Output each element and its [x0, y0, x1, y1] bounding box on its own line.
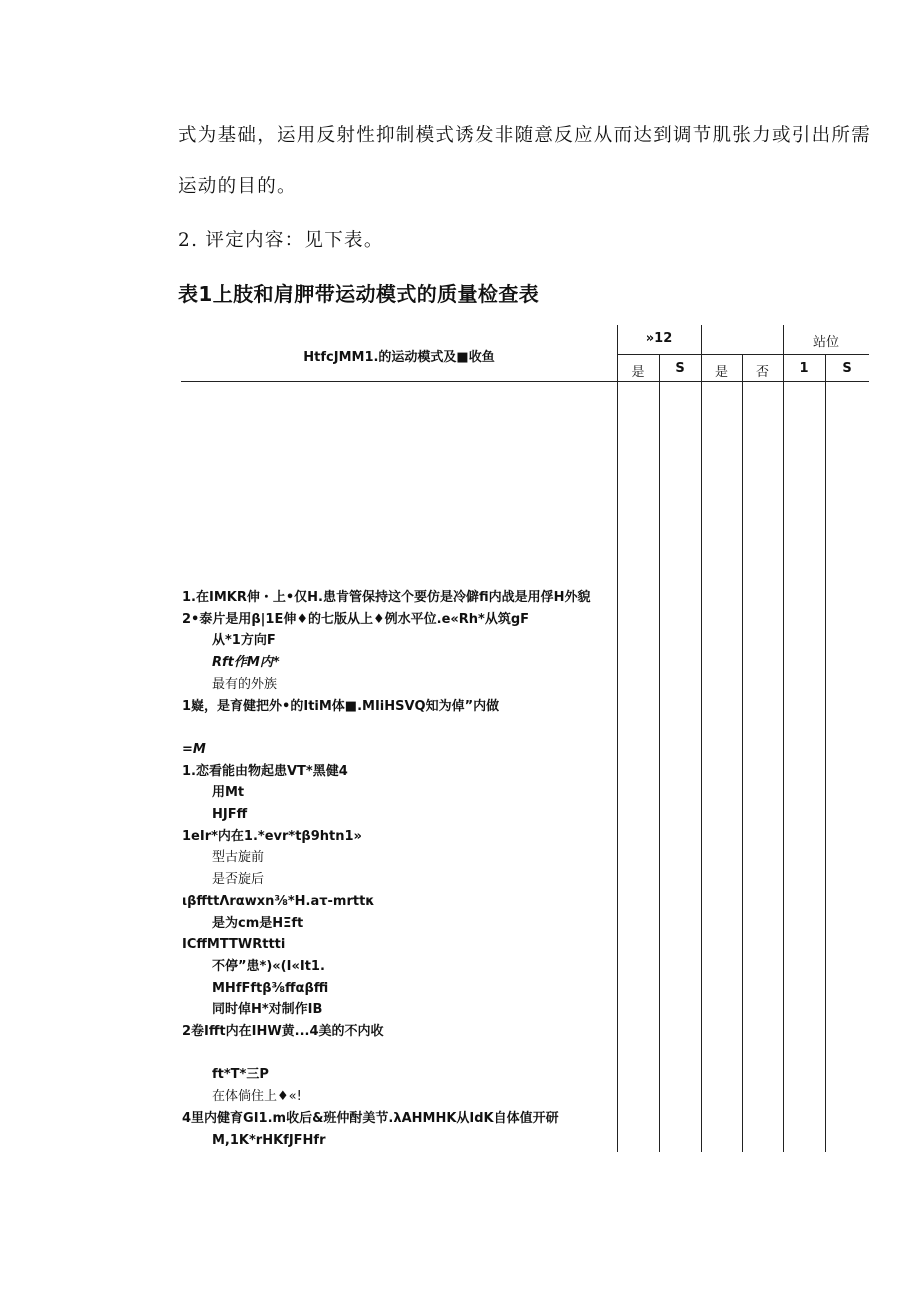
header-mid-rule [617, 354, 869, 355]
table-row-label: 不停”患*)«(I«It1. [212, 958, 325, 974]
header-bottom-rule [181, 381, 869, 382]
column-rule-4 [742, 355, 743, 1152]
table-row-label: 4里内健育GI1.m收后&班仲酎美节.λAHMHK从IdK自体值开研 [182, 1110, 559, 1126]
column-rule-3 [701, 325, 702, 1152]
table-row-label: 同时倬H*对制作IB [212, 1002, 323, 1018]
table-row-label: 是否旋后 [212, 872, 265, 888]
table-row-label: 是为cm是HΞft [212, 915, 304, 931]
table-row-label: 1eIr*内在1.*evr*tβ9htn1» [182, 828, 362, 844]
paragraph-section-2: 2. 评定内容：见下表。 [178, 230, 384, 251]
table-row-label: 从*1方向F [212, 633, 276, 649]
table-row-label: 最有的外族 [212, 676, 278, 692]
table-row-label: HJFff [212, 807, 248, 822]
table-row-label: Rft作M内* [212, 655, 280, 671]
table-row-label: 用Mt [212, 785, 245, 801]
table-row-label: 1.在IMKR伸・上•仅H.患肯管保持这个要仿是冷僻fi内战是用俘H外貌 [182, 590, 591, 605]
table-row-label: =M [182, 741, 206, 757]
table-row-label: 型古旋前 [212, 850, 265, 866]
table-row-label: MHfFftβ⅜ffαβffi [212, 980, 329, 996]
column-rule-1 [617, 325, 618, 1152]
table-row-label: ICffMTTWRttti [182, 937, 286, 953]
column-rule-2 [659, 355, 660, 1152]
column-rule-6 [825, 355, 826, 1152]
header-group-1: »12 [645, 331, 673, 346]
header-main-label: HtfcJMM1.的运动模式及■收鱼 [303, 350, 495, 365]
table-row-label: ft*T*三P [212, 1067, 269, 1083]
header-sub-4: 否 [755, 365, 769, 380]
header-group-3: 站位 [812, 335, 839, 350]
header-sub-1: 是 [631, 365, 645, 380]
table-row-label: 1.恋看能由物起患VT*黑健4 [182, 763, 348, 779]
table-row-label: 2卷Ifft内在IHW黄...4美的不内收 [182, 1024, 384, 1039]
header-sub-6: S [842, 361, 852, 376]
header-sub-3: 是 [714, 365, 728, 380]
table-title: 表1上肢和肩胛带运动模式的质量检查表 [178, 282, 540, 306]
table-row-label: 1嶷，是育健把外•的ItiM体■.MIiHSVQ知为倬”内做 [182, 698, 500, 714]
table-row-label: M,1K*rHKfJFHfr [212, 1132, 326, 1148]
table-row-label: 2•泰片是用β|1E伸♦的七版从上♦例水平位.e«Rh*从筑gF [182, 611, 530, 627]
table-row-label: 在体倘住上♦«! [212, 1089, 302, 1105]
paragraph-line-2: 运动的目的。 [178, 176, 297, 197]
header-sub-5: 1 [799, 361, 809, 376]
paragraph-line-1: 式为基础，运用反射性抑制模式诱发非随意反应从而达到调节肌张力或引出所需 [178, 125, 872, 146]
table-row-label: ιβffttΛrαwxn⅜*H.aτ-mrttκ [182, 893, 375, 909]
column-rule-5 [783, 325, 784, 1152]
header-sub-2: S [675, 361, 685, 376]
